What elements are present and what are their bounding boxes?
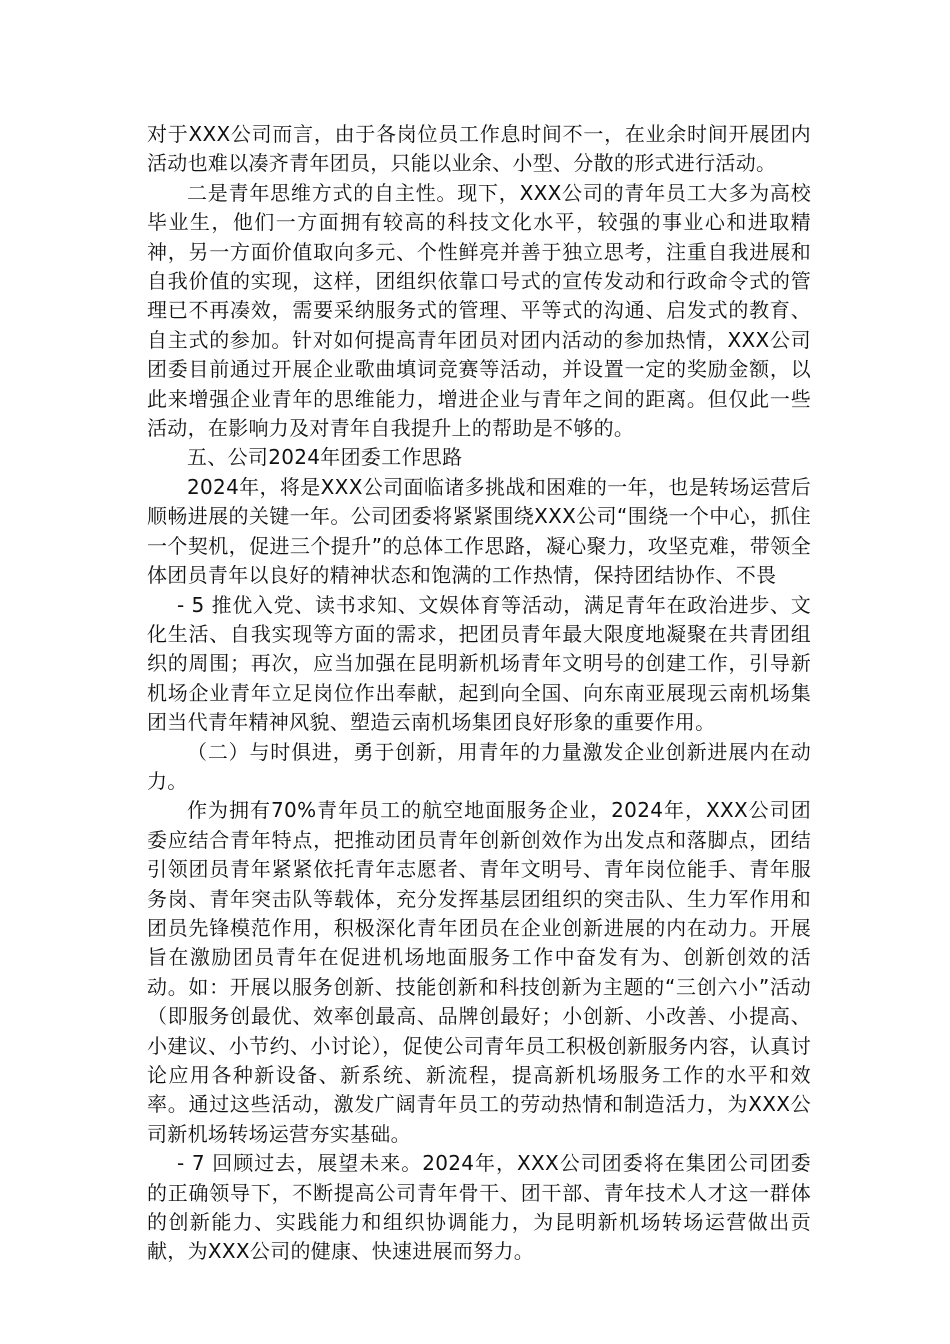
section-heading-work-plan: 五、公司2024年团委工作思路: [187, 445, 463, 470]
paragraph-innovation-detail: 作为拥有70%青年员工的航空地面服务企业，2024年，XXX公司团委应结合青年特点，把推动团员青年创新创效作为出发点和落脚点，团结引领团员青年紧紧依托青年志愿者、青年文明号、青年岗位能手、青年服务岗、青年突击队等载体，充分发挥基层团组织的突击队、生力军作用和团员先锋模范作用，积极深化青年团员在企业创新进展的内在动力。开展旨在激励团员青年在促进机场地面服务工作中奋发有为、创新创效的活动。如：开展以服务创新、技能创新和科技创新为主题的“三创六小”活动（即服务创最优、效率创最高、品牌创最好；小创新、小改善、小提高、小建议、小节约、小讨论），促使公司青年员工积极创新服务内容，认真讨论应用各种新设备、新系统、新流程，提高新机场服务工作的水平和效率。通过这些活动，激发广阔青年员工的劳动热情和制造活力，为XXX公司新机场转场运营夯实基础。: [147, 798, 811, 1146]
paragraph-youth-thinking: 二是青年思维方式的自主性。现下，XXX公司的青年员工大多为高校毕业生，他们一方面拥有较高的科技文化水平，较强的事业心和进取精神，另一方面价值取向多元、个性鲜亮并善于独立思考，注重自我进展和自我价值的实现，这样，团组织依靠口号式的宣传发动和行政命令式的管理已不再凑效，需要采纳服务式的管理、平等式的沟通、启发式的教育、自主式的参加。针对如何提高青年团员对团内活动的参加热情，XXX公司团委目前通过开展企业歌曲填词竞赛等活动，并设置一定的奖励金额，以此来增强企业青年的思维能力，增进企业与青年之间的距离。但仅此一些活动，在影响力及对青年自我提升上的帮助是不够的。: [147, 180, 811, 441]
paragraph-2024-outlook: 2024年，将是XXX公司面临诸多挑战和困难的一年，也是转场运营后顺畅进展的关键一年。公司团委将紧紧围绕XXX公司“围绕一个中心，抓住一个契机，促进三个提升”的总体工作思路，凝心聚力，攻坚克难，带领全体团员青年以良好的精神状态和饱满的工作热情，保持团结协作、不畏: [147, 474, 811, 588]
subheading-innovation: （二）与时俱进，勇于创新，用青年的力量激发企业创新进展内在动力。: [147, 739, 811, 793]
paragraph-activities-difficulty: 对于XXX公司而言，由于各岗位员工作息时间不一，在业余时间开展团内活动也难以凑齐青年团员，只能以业余、小型、分散的形式进行活动。: [147, 122, 811, 176]
document-page: [147, 120, 811, 1267]
paragraph-page-7-conclusion: - 7 回顾过去，展望未来。2024年，XXX公司团委将在集团公司团委的正确领导下，不断提高公司青年骨干、团干部、青年技术人才这一群体的创新能力、实践能力和组织协调能力，为昆明新机场转场运营做出贡献，为XXX公司的健康、快速进展而努力。: [147, 1151, 811, 1264]
paragraph-page-5-continuation: - 5 推优入党、读书求知、文娱体育等活动，满足青年在政治进步、文化生活、自我实现等方面的需求，把团员青年最大限度地凝聚在共青团组织的周围；再次，应当加强在昆明新机场青年文明号的创建工作，引导新机场企业青年立足岗位作出奉献，起到向全国、向东南亚展现云南机场集团当代青年精神风貌、塑造云南机场集团良好形象的重要作用。: [147, 592, 811, 735]
